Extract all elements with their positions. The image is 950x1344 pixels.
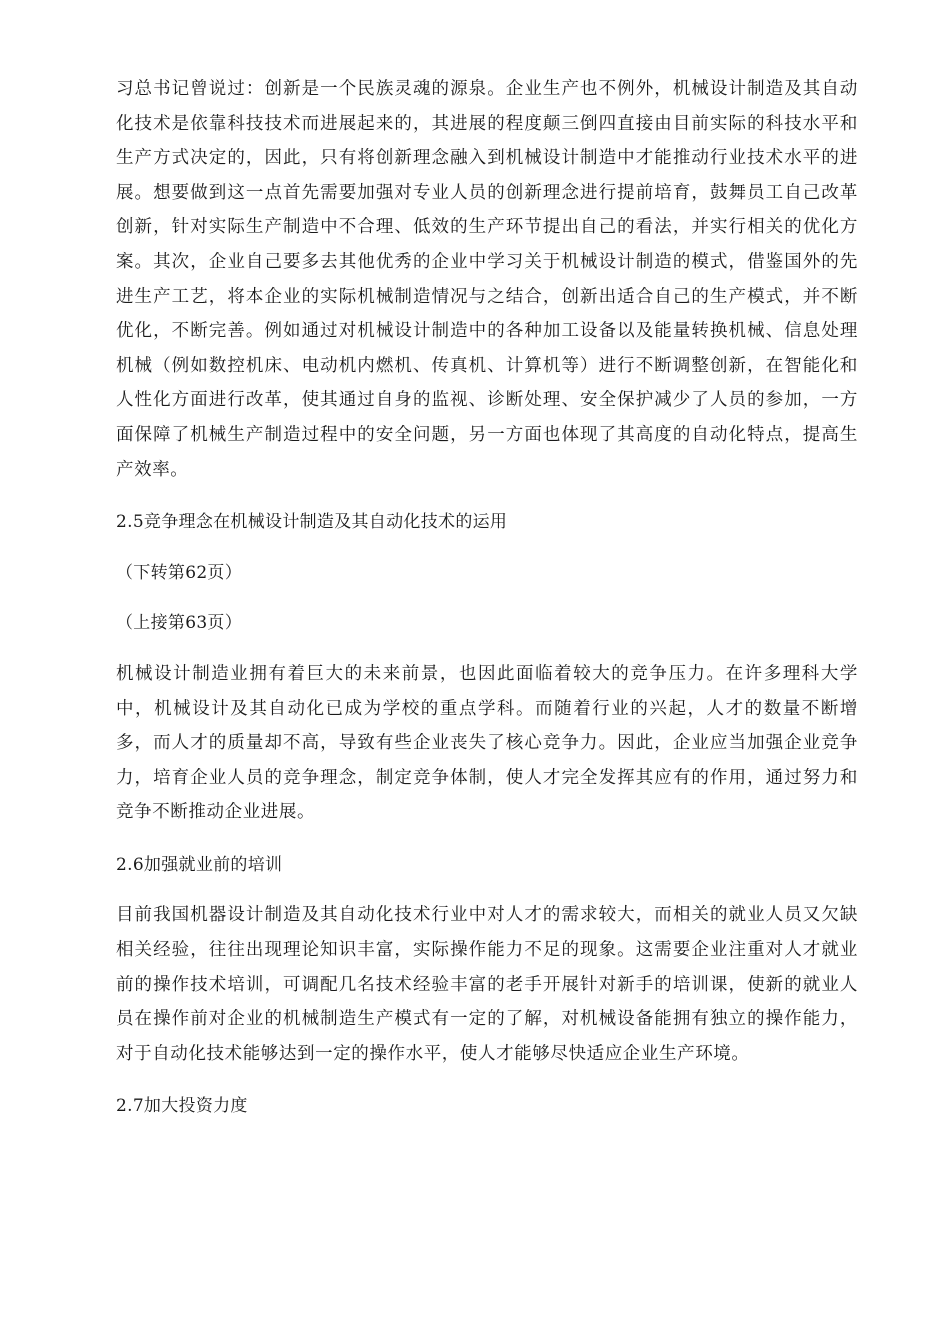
page-continued-from-note: （上接第63页） [116, 613, 243, 634]
section-heading-2-7: 2.7加大投资力度 [116, 1096, 248, 1117]
section-heading-2-6: 2.6加强就业前的培训 [116, 854, 283, 875]
paragraph-training: 目前我国机器设计制造及其自动化技术行业中对人才的需求较大，而相关的就业人员又欠缺相关经验，往往出现理论知识丰富，实际操作能力不足的现象。这需要企业注重对人才就业前的操作技术培训，可调配几名技术经验丰富的老手开展针对新手的培训课，使新的就业人员在操作前对企业的机械制造生产模式有一定的了解，对机械设备能拥有独立的操作能力，对于自动化技术能够达到一定的操作水平，使人才能够尽快适应企业生产环境。 [116, 905, 858, 1064]
section-heading-2-5: 2.5竞争理念在机械设计制造及其自动化技术的运用 [116, 512, 508, 533]
paragraph-competition: 机械设计制造业拥有着巨大的未来前景，也因此面临着较大的竞争压力。在许多理科大学中，机械设计及其自动化已成为学校的重点学科。而随着行业的兴起，人才的数量不断增多，而人才的质量却不高，导致有些企业丧失了核心竞争力。因此，企业应当加强企业竞争力，培育企业人员的竞争理念，制定竞争体制，使人才完全发挥其应有的作用，通过努力和竞争不断推动企业进展。 [116, 663, 858, 823]
page-continuation-note: （下转第62页） [116, 562, 243, 583]
document-page [116, 72, 858, 1124]
paragraph-innovation: 习总书记曾说过：创新是一个民族灵魂的源泉。企业生产也不例外，机械设计制造及其自动化技术是依靠科技技术而进展起来的，其进展的程度颠三倒四直接由目前实际的科技水平和生产方式决定的，因此，只有将创新理念融入到机械设计制造中才能推动行业技术水平的进展。想要做到这一点首先需要加强对专业人员的创新理念进行提前培育，鼓舞员工自己改革创新，针对实际生产制造中不合理、低效的生产环节提出自己的看法，并实行相关的优化方案。其次，企业自己要多去其他优秀的企业中学习关于机械设计制造的模式，借鉴国外的先进生产工艺，将本企业的实际机械制造情况与之结合，创新出适合自己的生产模式，并不断优化，不断完善。例如通过对机械设计制造中的各种加工设备以及能量转换机械、信息处理机械（例如数控机床、电动机内燃机、传真机、计算机等）进行不断调整创新，在智能化和人性化方面进行改革，使其通过自身的监视、诊断处理、安全保护减少了人员的参加，一方面保障了机械生产制造过程中的安全问题，另一方面也体现了其高度的自动化特点，提高生产效率。 [116, 79, 858, 480]
